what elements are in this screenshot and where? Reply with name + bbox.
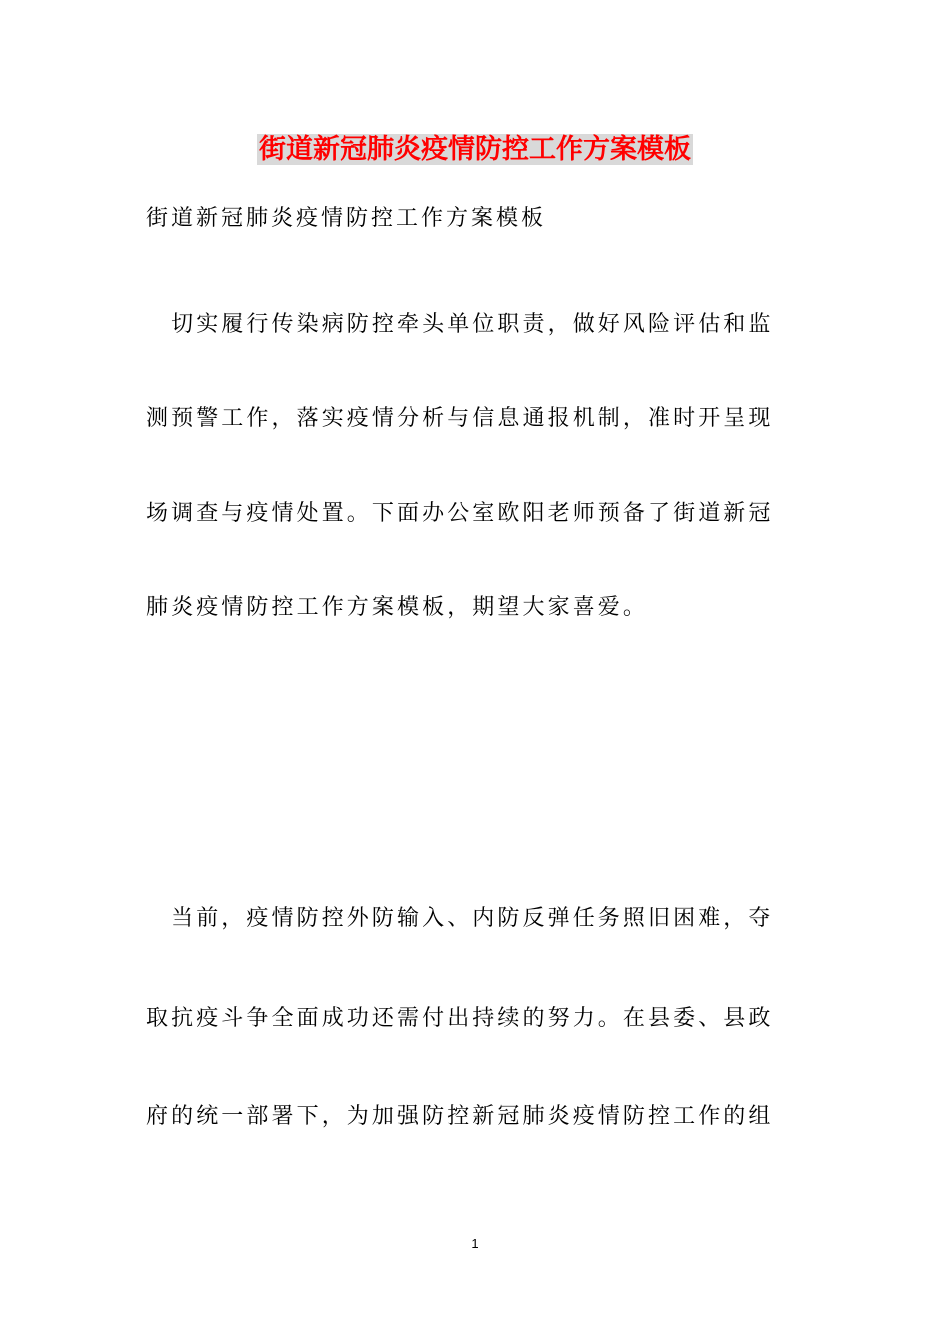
document-subtitle: 街道新冠肺炎疫情防控工作方案模板 (146, 206, 547, 231)
paragraph-line: 测预警工作，落实疫情分析与信息通报机制，准时开呈现 (146, 406, 774, 431)
paragraph-line: 府的统一部署下，为加强防控新冠肺炎疫情防控工作的组 (146, 1104, 774, 1129)
paragraph-line: 当前，疫情防控外防输入、内防反弹任务照旧困难，夺 (146, 906, 774, 931)
document-title (0, 131, 950, 169)
paragraph-line: 切实履行传染病防控牵头单位职责，做好风险评估和监 (146, 312, 774, 337)
paragraph-line: 场调查与疫情处置。下面办公室欧阳老师预备了街道新冠 (146, 501, 774, 526)
page-number: 1 (471, 1236, 479, 1251)
paragraph-line: 取抗疫斗争全面成功还需付出持续的努力。在县委、县政 (146, 1006, 774, 1031)
document-title-text: 街道新冠肺炎疫情防控工作方案模板 (259, 134, 691, 165)
paragraph-line: 肺炎疫情防控工作方案模板，期望大家喜爱。 (146, 595, 649, 620)
